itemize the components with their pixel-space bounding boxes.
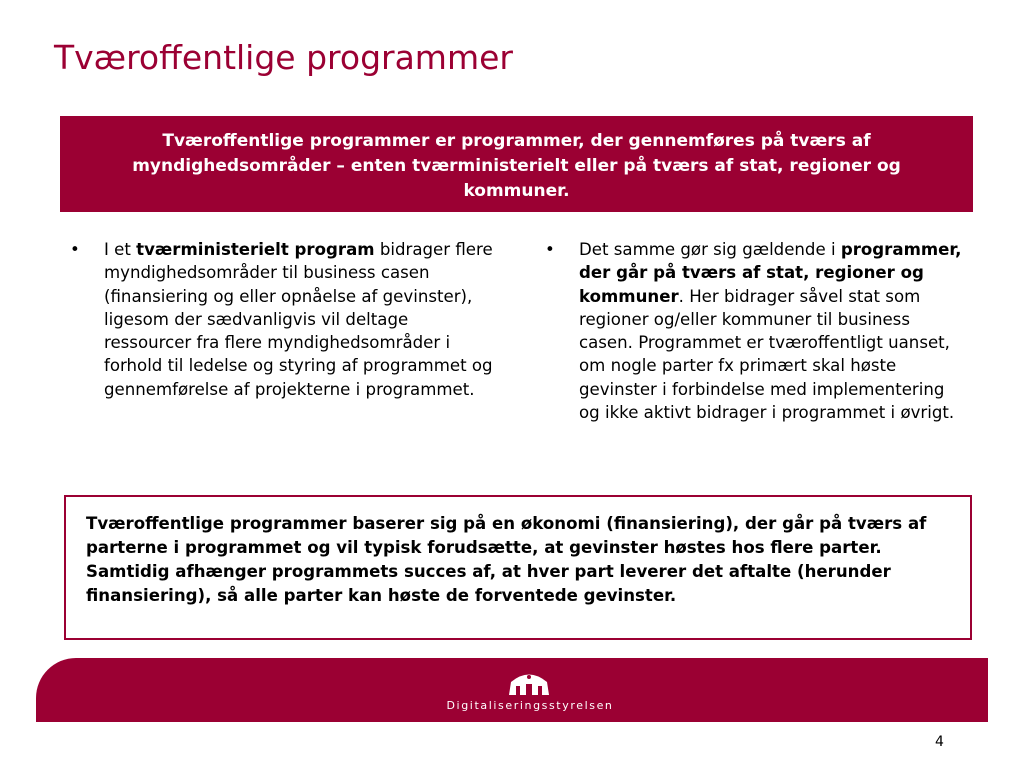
bullet-body: . Her bidrager såvel stat som regioner og/eller kommuner til business casen. Programmet er tværoffentligt uanset, om nogle parter fx primært skal høste gevinster i forbindelse med implementering og ikke aktivt bidrager i programmet i øvrigt. bbox=[579, 286, 955, 423]
crown-icon bbox=[505, 673, 553, 695]
left-bullet-column bbox=[70, 238, 500, 401]
bullet-body: bidrager flere myndighedsområder til business casen (finansiering og eller opnåelse af gevinster), ligesom der sædvanligvis vil deltage ressourcer fra flere myndighedsområder i forhold til ledelse og styring af programmet og gennemførelse af projekterne i programmet. bbox=[104, 240, 493, 399]
summary-box: Tværoffentlige programmer baserer sig på en økonomi (finansiering), der går på tværs af parterne i programmet og vil typisk forudsætte, at gevinster høstes hos flere parter. Samtidig afhænger programmets succes af, at hver part leverer det aftalte (herunder finansiering), så alle parter kan høste de forventede gevinster. bbox=[64, 495, 972, 640]
bullet-text bbox=[104, 238, 500, 401]
bullet-text bbox=[579, 238, 965, 424]
bullet-marker: • bbox=[545, 240, 555, 259]
footer-brand: Digitaliseringsstyrelsen bbox=[446, 699, 614, 712]
bullet-bold-term: tværministerielt program bbox=[136, 240, 375, 259]
list-item bbox=[545, 238, 965, 424]
bullet-prefix: I et bbox=[104, 240, 137, 259]
bullet-marker: • bbox=[70, 240, 80, 259]
definition-banner: Tværoffentlige programmer er programmer, der gennemføres på tværs af myndighedsområder – enten tværministerielt eller på tværs af stat, regioner og kommuner. bbox=[60, 116, 973, 212]
list-item bbox=[70, 238, 500, 401]
page-number: 4 bbox=[935, 734, 944, 750]
bullet-prefix: Det samme gør sig gældende i bbox=[579, 240, 841, 259]
right-bullet-column bbox=[545, 238, 965, 424]
slide-title: Tværoffentlige programmer bbox=[54, 38, 513, 77]
bullet-bold-term: programmer, der går på tværs af stat, regioner og kommuner bbox=[579, 240, 962, 306]
